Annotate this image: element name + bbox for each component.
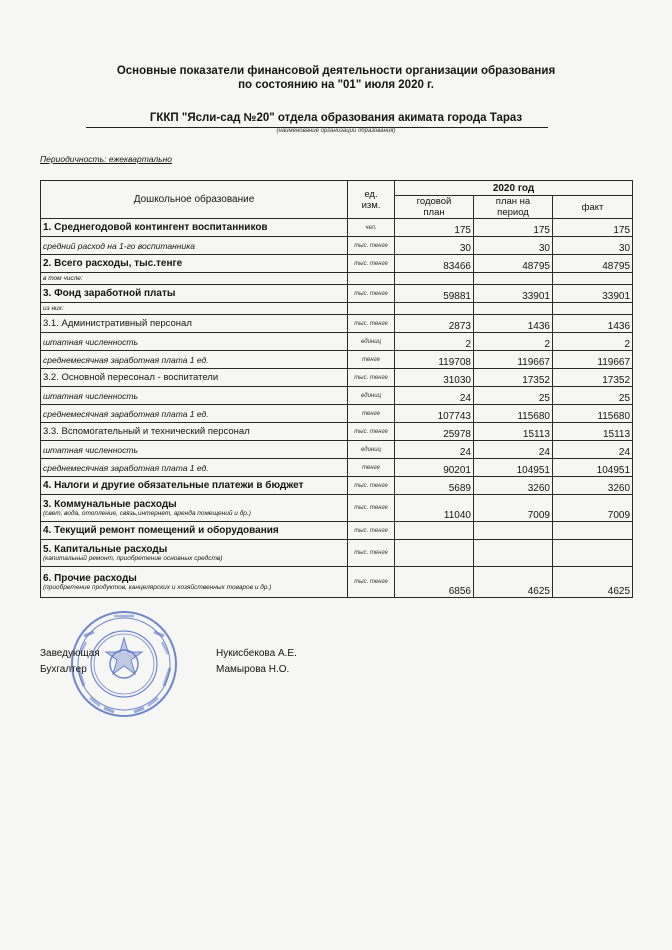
row-plan-period: 119667 xyxy=(474,351,553,369)
row-unit: тыс. тенге xyxy=(348,495,395,522)
row-fact: 1436 xyxy=(553,315,633,333)
table-row xyxy=(41,273,633,285)
row-unit: тенге xyxy=(348,405,395,423)
row-note: (капитальный ремонт, приобретение основных средств) xyxy=(43,555,223,562)
row-fact: 30 xyxy=(553,237,633,255)
row-name: 3.3. Вспомогательный и технический персонал xyxy=(41,423,348,441)
periodicity: Периодичность: ежеквартально xyxy=(40,154,173,164)
head-name: Нукисбекова А.Е. xyxy=(216,648,297,659)
row-plan-year: 5689 xyxy=(395,477,474,495)
row-fact: 24 xyxy=(553,441,633,459)
row-plan-period: 7009 xyxy=(474,495,553,522)
row-fact: 115680 xyxy=(553,405,633,423)
row-name xyxy=(41,495,348,522)
row-plan-year xyxy=(395,540,474,567)
row-unit: тыс. тенге xyxy=(348,423,395,441)
row-fact: 119667 xyxy=(553,351,633,369)
row-fact: 48795 xyxy=(553,255,633,273)
row-fact xyxy=(553,303,633,315)
table-row xyxy=(41,495,633,522)
head-label: Заведующая xyxy=(40,648,100,659)
row-plan-period: 17352 xyxy=(474,369,553,387)
row-plan-year: 83466 xyxy=(395,255,474,273)
row-unit: тыс. тенге xyxy=(348,540,395,567)
table-row xyxy=(41,219,633,237)
row-unit: единиц xyxy=(348,333,395,351)
row-plan-period xyxy=(474,273,553,285)
row-plan-year xyxy=(395,273,474,285)
row-name: 2. Всего расходы, тыс.тенге xyxy=(41,255,348,273)
row-plan-year: 2873 xyxy=(395,315,474,333)
row-name: из них: xyxy=(41,303,348,315)
row-name: среднемесячная заработная плата 1 ед. xyxy=(41,459,348,477)
row-fact: 104951 xyxy=(553,459,633,477)
header-plan-year-line-2: план xyxy=(423,207,445,218)
row-name: среднемесячная заработная плата 1 ед. xyxy=(41,405,348,423)
header-fact: факт xyxy=(553,196,633,219)
header-name-column: Дошкольное образование xyxy=(41,181,348,219)
table-row xyxy=(41,315,633,333)
row-fact: 3260 xyxy=(553,477,633,495)
table-row xyxy=(41,441,633,459)
row-fact: 25 xyxy=(553,387,633,405)
row-fact: 17352 xyxy=(553,369,633,387)
row-plan-period xyxy=(474,303,553,315)
row-name: 4. Текущий ремонт помещений и оборудования xyxy=(41,522,348,540)
row-name xyxy=(41,567,348,598)
financial-table xyxy=(40,180,633,598)
header-plan-period-line-1: план на xyxy=(495,196,531,207)
row-plan-period xyxy=(474,522,553,540)
table-row xyxy=(41,285,633,303)
row-fact: 175 xyxy=(553,219,633,237)
header-plan-period-line-2: период xyxy=(497,207,529,218)
row-fact: 7009 xyxy=(553,495,633,522)
table-row xyxy=(41,540,633,567)
row-unit: чел. xyxy=(348,219,395,237)
row-plan-year: 2 xyxy=(395,333,474,351)
row-plan-period: 104951 xyxy=(474,459,553,477)
row-name: 3.1. Административный персонал xyxy=(41,315,348,333)
row-name: штатная численность xyxy=(41,441,348,459)
row-plan-period: 30 xyxy=(474,237,553,255)
row-name: 3. Фонд заработной платы xyxy=(41,285,348,303)
row-title: 5. Капитальные расходы xyxy=(43,544,168,555)
row-unit: тенге xyxy=(348,459,395,477)
row-unit xyxy=(348,303,395,315)
row-unit: тыс. тенге xyxy=(348,477,395,495)
row-plan-year: 119708 xyxy=(395,351,474,369)
organization-stamp-icon xyxy=(54,608,194,718)
title-line-1: Основные показатели финансовой деятельности организации образования xyxy=(116,65,556,77)
row-plan-year: 90201 xyxy=(395,459,474,477)
table-row xyxy=(41,333,633,351)
organization-note: (наименование организации образования) xyxy=(276,128,396,134)
row-unit: тыс. тенге xyxy=(348,237,395,255)
row-name: 4. Налоги и другие обязательные платежи в бюджет xyxy=(41,477,348,495)
row-title: 3. Коммунальные расходы xyxy=(43,499,177,510)
row-unit: тенге xyxy=(348,351,395,369)
header-year: 2020 год xyxy=(395,181,633,196)
row-plan-year: 175 xyxy=(395,219,474,237)
table-row xyxy=(41,477,633,495)
row-unit: тыс. тенге xyxy=(348,567,395,598)
row-plan-year: 31030 xyxy=(395,369,474,387)
header-unit-column xyxy=(348,181,395,219)
table-row xyxy=(41,255,633,273)
header-plan-year-line-1: годовой xyxy=(416,196,452,207)
row-fact: 33901 xyxy=(553,285,633,303)
table-row xyxy=(41,237,633,255)
accountant-name: Мамырова Н.О. xyxy=(216,664,290,675)
header-plan-year xyxy=(395,196,474,219)
row-plan-period: 3260 xyxy=(474,477,553,495)
row-fact: 15113 xyxy=(553,423,633,441)
row-name: 3.2. Основной пересонал - воспитатели xyxy=(41,369,348,387)
accountant-label: Бухгалтер xyxy=(40,664,87,675)
table-row xyxy=(41,522,633,540)
row-plan-period xyxy=(474,540,553,567)
row-unit: единиц xyxy=(348,387,395,405)
row-plan-year: 107743 xyxy=(395,405,474,423)
row-plan-period: 15113 xyxy=(474,423,553,441)
row-fact xyxy=(553,540,633,567)
table-row xyxy=(41,405,633,423)
row-plan-period: 33901 xyxy=(474,285,553,303)
row-unit xyxy=(348,273,395,285)
row-plan-period: 1436 xyxy=(474,315,553,333)
row-plan-period: 2 xyxy=(474,333,553,351)
row-unit: единиц xyxy=(348,441,395,459)
row-unit: тыс. тенге xyxy=(348,255,395,273)
table-row xyxy=(41,423,633,441)
row-plan-year: 11040 xyxy=(395,495,474,522)
row-name xyxy=(41,540,348,567)
row-name: штатная численность xyxy=(41,333,348,351)
table-row xyxy=(41,351,633,369)
table-row xyxy=(41,567,633,598)
row-note: (свет, вода, отопление, связь,интернет, арeнда помещений и др.) xyxy=(43,510,251,517)
row-name: среднемесячная заработная плата 1 ед. xyxy=(41,351,348,369)
title-line-2: по состоянию на "01" июля 2020 г. xyxy=(238,79,434,91)
table-row xyxy=(41,459,633,477)
header-unit-line-2: изм. xyxy=(361,199,381,211)
row-unit: тыс. тенге xyxy=(348,522,395,540)
row-plan-period: 25 xyxy=(474,387,553,405)
row-plan-period: 115680 xyxy=(474,405,553,423)
row-fact: 2 xyxy=(553,333,633,351)
row-plan-period: 48795 xyxy=(474,255,553,273)
row-plan-year: 24 xyxy=(395,387,474,405)
row-unit: тыс. тенге xyxy=(348,285,395,303)
row-plan-year: 24 xyxy=(395,441,474,459)
row-plan-year: 25978 xyxy=(395,423,474,441)
row-name: средний расход на 1-го воспитанника xyxy=(41,237,348,255)
row-fact xyxy=(553,522,633,540)
row-plan-period: 175 xyxy=(474,219,553,237)
row-plan-year xyxy=(395,522,474,540)
table-row xyxy=(41,387,633,405)
row-unit: тыс. тенге xyxy=(348,315,395,333)
row-fact xyxy=(553,273,633,285)
row-name: штатная численность xyxy=(41,387,348,405)
table-row xyxy=(41,303,633,315)
row-plan-year xyxy=(395,303,474,315)
row-fact: 4625 xyxy=(553,567,633,598)
document-title xyxy=(40,64,632,92)
row-unit: тыс. тенге xyxy=(348,369,395,387)
row-name: 1. Среднегодовой контингент воспитанников xyxy=(41,219,348,237)
row-plan-period: 4625 xyxy=(474,567,553,598)
header-plan-period xyxy=(474,196,553,219)
row-title: 6. Прочие расходы xyxy=(43,573,137,584)
row-plan-year: 6856 xyxy=(395,567,474,598)
table-row xyxy=(41,369,633,387)
row-note: (приобретение продуктов, канцелярских и хозяйственных товаров и др.) xyxy=(43,584,272,591)
row-plan-period: 24 xyxy=(474,441,553,459)
organization-name: ГККП "Ясли-сад №20" отдела образования акимата города Тараз xyxy=(149,112,523,124)
row-plan-year: 59881 xyxy=(395,285,474,303)
row-name: в том числе: xyxy=(41,273,348,285)
row-plan-year: 30 xyxy=(395,237,474,255)
header-unit-line-1: ед. xyxy=(364,188,378,200)
